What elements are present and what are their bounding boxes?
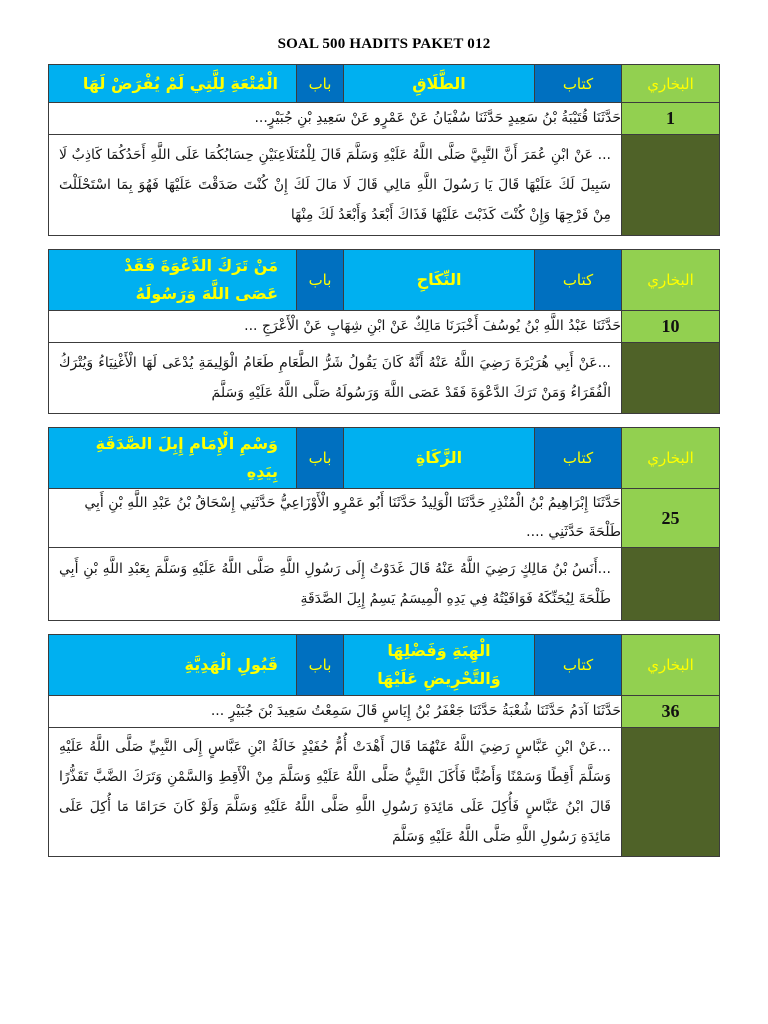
hadith-table	[48, 249, 720, 414]
bab-label: باب	[297, 635, 344, 696]
collection-label: البخاري	[622, 428, 720, 489]
sanad-text: حَدَّثَنَا إِبْرَاهِيمُ بْنُ الْمُنْذِرِ حَدَّثَنَا الْوَلِيدُ حَدَّثَنَا أَبُو عَمْرٍو الْأَوْزَاعِيُّ حَدَّثَنِي إِسْحَاقُ بْنُ عَبْدِ اللَّهِ بْنِ أَبِي طَلْحَةَ حَدَّثَنِي ....	[49, 489, 622, 548]
hadith-table	[48, 64, 720, 236]
collection-label: البخاري	[622, 65, 720, 103]
bab-label: باب	[297, 65, 344, 103]
matn-text: ...عَنْ ابْنِ عَبَّاسٍ رَضِيَ اللَّهُ عَنْهُمَا قَالَ أَهْدَتْ أُمُّ حُفَيْدٍ خَالَةُ ابْنِ عَبَّاسٍ إِلَى النَّبِيِّ صَلَّى اللَّهُ عَلَيْهِ وَسَلَّمَ أَقِطًا وَسَمْنًا وَأَضُبًّا فَأَكَلَ النَّبِيُّ صَلَّى اللَّهُ عَلَيْهِ وَسَلَّمَ مِنْ الْأَقِطِ وَالسَّمْنِ وَتَرَكَ الضَّبَّ تَقَذُّرًا قَالَ ابْنُ عَبَّاسٍ فَأُكِلَ عَلَى مَائِدَةِ رَسُولِ اللَّهِ صَلَّى اللَّهُ عَلَيْهِ وَسَلَّمَ وَلَوْ كَانَ حَرَامًا مَا أُكِلَ عَلَى مَائِدَةِ رَسُولِ اللَّهِ صَلَّى اللَّهُ عَلَيْهِ وَسَلَّمَ	[49, 728, 622, 857]
hadith-number: 1	[622, 103, 720, 135]
kitab-label: كتاب	[535, 250, 622, 311]
sanad-row	[49, 103, 720, 135]
sanad-text: حَدَّثَنَا قُتَيْبَةُ بْنُ سَعِيدٍ حَدَّثَنَا سُفْيَانُ عَنْ عَمْرٍو عَنْ سَعِيدِ بْنِ جُبَيْرٍ...	[49, 103, 622, 135]
kitab-name: الطَّلَاقِ	[344, 65, 535, 103]
sanad-row	[49, 489, 720, 548]
hadith-table	[48, 634, 720, 857]
matn-row	[49, 135, 720, 236]
kitab-name: الْهِبَةِ وَفَضْلِهَا وَالتَّحْرِيضِ عَلَيْهَا	[344, 635, 535, 696]
matn-row	[49, 728, 720, 857]
bab-label: باب	[297, 428, 344, 489]
matn-side-cell	[622, 135, 720, 236]
bab-name: قَبُولِ الْهَدِيَّةِ	[49, 635, 297, 696]
matn-row	[49, 343, 720, 414]
header-row	[49, 428, 720, 489]
kitab-name: النِّكَاحِ	[344, 250, 535, 311]
sanad-text: حَدَّثَنَا آدَمُ حَدَّثَنَا شُعْبَةُ حَدَّثَنَا جَعْفَرُ بْنُ إِيَاسٍ قَالَ سَمِعْتُ سَعِيدَ بْنَ جُبَيْرٍ ...	[49, 696, 622, 728]
header-row	[49, 65, 720, 103]
header-row	[49, 250, 720, 311]
bab-label: باب	[297, 250, 344, 311]
sanad-row	[49, 311, 720, 343]
bab-name: الْمُتْعَةِ لِلَّتِي لَمْ يُفْرَضْ لَهَا	[49, 65, 297, 103]
matn-side-cell	[622, 728, 720, 857]
matn-side-cell	[622, 343, 720, 414]
hadith-list	[48, 64, 719, 870]
matn-text: ...أَنَسُ بْنُ مَالِكٍ رَضِيَ اللَّهُ عَنْهُ قَالَ غَدَوْتُ إِلَى رَسُولِ اللَّهِ صَلَّى اللَّهُ عَلَيْهِ وَسَلَّمَ بِعَبْدِ اللَّهِ بْنِ أَبِي طَلْحَةَ لِيُحَنِّكَهُ فَوَافَيْتُهُ فِي يَدِهِ الْمِيسَمُ يَسِمُ إِبِلَ الصَّدَقَةِ	[49, 548, 622, 621]
bab-name: مَنْ تَرَكَ الدَّعْوَةَ فَقَدْ عَصَى اللَّهَ وَرَسُولَهُ	[49, 250, 297, 311]
sanad-row	[49, 696, 720, 728]
hadith-number: 10	[622, 311, 720, 343]
collection-label: البخاري	[622, 250, 720, 311]
kitab-label: كتاب	[535, 65, 622, 103]
sanad-text: حَدَّثَنَا عَبْدُ اللَّهِ بْنُ يُوسُفَ أَخْبَرَنَا مَالِكٌ عَنْ ابْنِ شِهَابٍ عَنْ الْأَعْرَجِ ...	[49, 311, 622, 343]
matn-text: ...عَنْ أَبِي هُرَيْرَةَ رَضِيَ اللَّهُ عَنْهُ أَنَّهُ كَانَ يَقُولُ شَرُّ الطَّعَامِ طَعَامُ الْوَلِيمَةِ يُدْعَى لَهَا الْأَغْنِيَاءُ وَيُتْرَكُ الْفُقَرَاءُ وَمَنْ تَرَكَ الدَّعْوَةَ فَقَدْ عَصَى اللَّهَ وَرَسُولَهُ صَلَّى اللَّهُ عَلَيْهِ وَسَلَّمَ	[49, 343, 622, 414]
matn-row	[49, 548, 720, 621]
kitab-name: الزَّكَاةِ	[344, 428, 535, 489]
collection-label: البخاري	[622, 635, 720, 696]
kitab-label: كتاب	[535, 428, 622, 489]
hadith-table	[48, 427, 720, 621]
matn-text: ... عَنْ ابْنِ عُمَرَ أَنَّ النَّبِيَّ صَلَّى اللَّهُ عَلَيْهِ وَسَلَّمَ قَالَ لِلْمُتَلَاعِنَيْنِ حِسَابُكُمَا عَلَى اللَّهِ أَحَدُكُمَا كَاذِبٌ لَا سَبِيلَ لَكَ عَلَيْهَا قَالَ يَا رَسُولَ اللَّهِ مَالِي قَالَ لَا مَالَ لَكَ إِنْ كُنْتَ صَدَقْتَ عَلَيْهَا فَهُوَ بِمَا اسْتَحْلَلْتَ مِنْ فَرْجِهَا وَإِنْ كُنْتَ كَذَبْتَ عَلَيْهَا فَذَاكَ أَبْعَدُ وَأَبْعَدُ لَكَ مِنْهَا	[49, 135, 622, 236]
hadith-number: 36	[622, 696, 720, 728]
page-title: SOAL 500 HADITS PAKET 012	[277, 36, 491, 52]
bab-name: وَسْمِ الْإِمَامِ إِبِلَ الصَّدَقَةِ بِيَدِهِ	[49, 428, 297, 489]
hadith-number: 25	[622, 489, 720, 548]
kitab-label: كتاب	[535, 635, 622, 696]
header-row	[49, 635, 720, 696]
matn-side-cell	[622, 548, 720, 621]
